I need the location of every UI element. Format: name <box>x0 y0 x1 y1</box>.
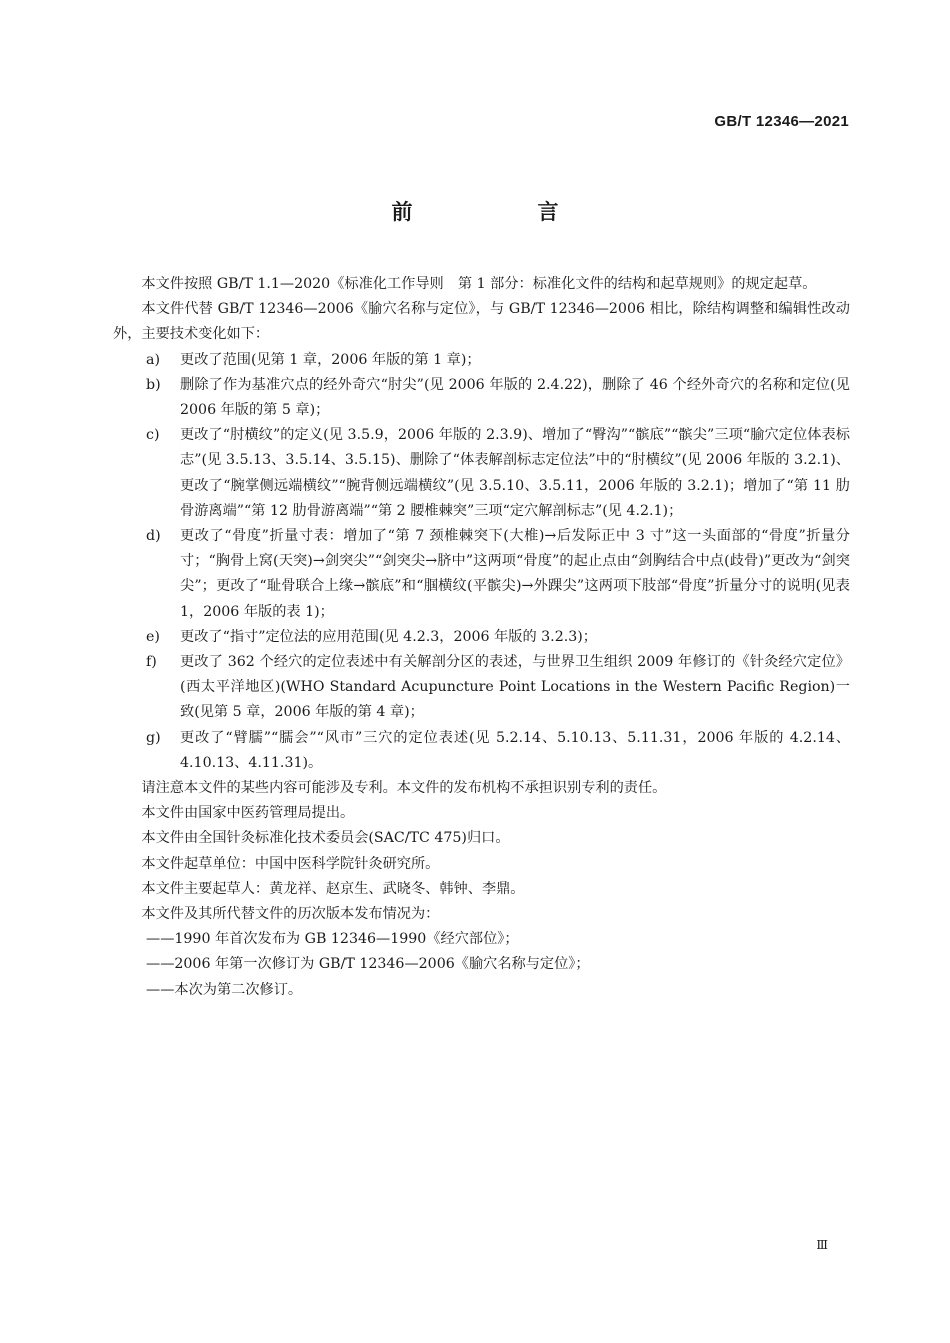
list-marker: e) <box>146 628 160 645</box>
changes-list <box>113 348 850 776</box>
list-marker: b) <box>146 376 161 393</box>
list-item <box>146 423 850 524</box>
list-item <box>146 373 850 423</box>
list-marker: d) <box>146 528 161 545</box>
list-marker: g) <box>146 729 161 746</box>
list-item-text: 更改了 362 个经穴的定位表述中有关解剖分区的表述，与世界卫生组织 2009 年修订的《针灸经穴定位》(西太平洋地区)(WHO Standard Acupuncture Point Locations in the Western Pacific Region)一致(见第 5 章，2006 年版的第 4 章)； <box>180 654 850 721</box>
paragraph-drafting-basis: 本文件按照 GB/T 1.1—2020《标准化工作导则 第 1 部分：标准化文件的结构和起草规则》的规定起草。 <box>141 276 817 292</box>
history-intro: 本文件及其所代替文件的历次版本发布情况为： <box>141 906 440 923</box>
proposer-statement: 本文件由国家中医药管理局提出。 <box>141 805 355 822</box>
list-marker: a) <box>146 351 160 368</box>
list-marker: f) <box>146 654 157 671</box>
paragraph-replacement: 本文件代替 GB/T 12346—2006《腧穴名称与定位》，与 GB/T 12346—2006 相比，除结构调整和编辑性改动外，主要技术变化如下： <box>113 301 850 343</box>
list-item <box>146 524 850 625</box>
list-item-text: 更改了“指寸”定位法的应用范围(见 4.2.3，2006 年版的 3.2.3)； <box>180 628 597 645</box>
standard-code: GB/T 12346—2021 <box>714 113 849 130</box>
history-item: ——1990 年首次发布为 GB 12346—1990《经穴部位》； <box>146 931 519 948</box>
list-item-text: 更改了“臂臑”“臑会”“风市”三穴的定位表述(见 5.2.14、5.10.13、5.11.31，2006 年版的 4.2.14、4.10.13、4.11.31)。 <box>180 729 850 771</box>
drafters-statement: 本文件主要起草人：黄龙祥、赵京生、武晓冬、韩钟、李鼎。 <box>141 880 525 897</box>
list-item <box>146 726 850 776</box>
list-item <box>146 348 850 373</box>
list-item <box>146 650 850 726</box>
list-item-text: 更改了范围(见第 1 章，2006 年版的第 1 章)； <box>180 351 481 368</box>
list-marker: c) <box>146 427 160 444</box>
list-item <box>146 625 850 650</box>
committee-statement: 本文件由全国针灸标准化技术委员会(SAC/TC 475)归口。 <box>141 830 510 847</box>
patent-notice: 请注意本文件的某些内容可能涉及专利。本文件的发布机构不承担识别专利的责任。 <box>141 780 667 797</box>
list-item-text: 更改了“骨度”折量寸表：增加了“第 7 颈椎棘突下(大椎)→后发际正中 3 寸”这一头面部的“骨度”折量分寸；“胸骨上窝(天突)→剑突尖”“剑突尖→脐中”这两项“骨度”的起止点由“剑胸结合中点(歧骨)”更改为“剑突尖”；更改了“耻骨联合上缘→髌底”和“腘横纹(平髌尖)→外踝尖”这两项下肢部“骨度”折量分寸的说明(见表 1，2006 年版的表 1)； <box>180 528 850 620</box>
history-item: ——本次为第二次修订。 <box>146 981 303 998</box>
drafting-unit-statement: 本文件起草单位：中国中医科学院针灸研究所。 <box>141 855 440 872</box>
page-title: 前 言 <box>391 200 611 224</box>
history-item: ——2006 年第一次修订为 GB/T 12346—2006《腧穴名称与定位》； <box>146 956 590 973</box>
list-item-text: 更改了“肘横纹”的定义(见 3.5.9，2006 年版的 2.3.9)、增加了“臀沟”“髌底”“髌尖”三项“腧穴定位体表标志”(见 3.5.13、3.5.14、3.5.15)、删除了“体表解剖标志定位法”中的“肘横纹”(见 2006 年版的 3.2.1)、更改了“腕掌侧远端横纹”“腕背侧远端横纹”(见 3.5.10、3.5.11，2006 年版的 3.2.1)；增加了“第 11 肋骨游离端”“第 12 肋骨游离端”“第 2 腰椎棘突”三项“定穴解剖标志”(见 4.2.1)； <box>180 427 850 519</box>
page-number: Ⅲ <box>816 1238 828 1252</box>
list-item-text: 删除了作为基准穴点的经外奇穴“肘尖”(见 2006 年版的 2.4.22)，删除了 46 个经外奇穴的名称和定位(见 2006 年版的第 5 章)； <box>180 376 850 419</box>
document-body <box>113 272 850 1003</box>
version-history-list <box>113 927 850 1003</box>
